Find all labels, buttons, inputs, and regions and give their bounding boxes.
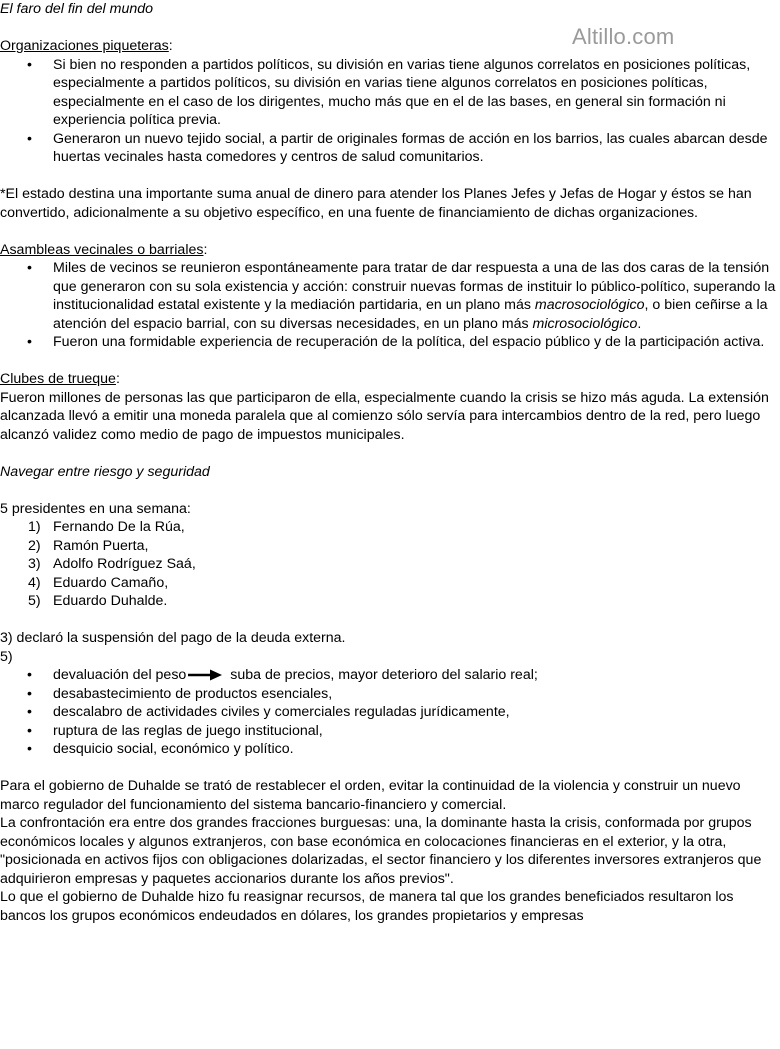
heading-asambleas-text: Asambleas vecinales o barriales bbox=[0, 241, 204, 258]
list-item: • descalabro de actividades civiles y comerciales reguladas jurídicamente, bbox=[0, 703, 780, 722]
note-5-label: 5) bbox=[0, 648, 13, 665]
list-item: • desabastecimiento de productos esenciales, bbox=[0, 685, 780, 704]
list-item: • Fueron una formidable experiencia de recuperación de la política, del espacio público y de la participación activa. bbox=[0, 333, 780, 352]
watermark-logo: Altillo.com bbox=[572, 24, 675, 49]
closing-paragraph: Para el gobierno de Duhalde se trató de restablecer el orden, evitar la continuidad de la violencia y construir un nuevo marco regulador del funcionamiento del sistema bancario-financiero y comercial. bbox=[0, 778, 741, 813]
asambleas-list bbox=[0, 259, 780, 352]
heading-piqueteras: Organizaciones piqueteras: bbox=[0, 38, 173, 54]
list-item: • ruptura de las reglas de juego institucional, bbox=[0, 722, 780, 741]
list-item: 3) Adolfo Rodríguez Saá, bbox=[28, 556, 196, 572]
presidents-list bbox=[0, 518, 780, 611]
list-item: 1) Fernando De la Rúa, bbox=[28, 519, 185, 535]
list-item: 4) Eduardo Camaño, bbox=[28, 574, 169, 591]
list-item: • Miles de vecinos se reunieron espontáneamente para tratar de dar respuesta a una de las dos caras de la tensión que generaron con su sola existencia y acción: construir nuevas formas de instituir lo público-político, superando la institucionalidad estatal existente y la mediación partidaria, en un plano más macrosociológico, o bien ceñirse a la atención del espacio barrial, con su diversas necesidades, en un plano más microsociológico. bbox=[0, 259, 780, 333]
arrow-right-icon bbox=[188, 669, 222, 681]
closing-paragraph: Lo que el gobierno de Duhalde hizo fu reasignar recursos, de manera tal que los grandes beneficiados resultaron los bancos los grupos económicos endeudados en dólares, los grandes propietarios y empresas bbox=[0, 889, 734, 924]
consequences-list bbox=[0, 666, 780, 759]
heading-trueque-text: Clubes de trueque bbox=[0, 371, 116, 387]
section-title-navegar: Navegar entre riesgo y seguridad bbox=[0, 463, 210, 480]
list-item: 2) Ramón Puerta, bbox=[28, 537, 149, 554]
heading-trueque: Clubes de trueque: bbox=[0, 371, 120, 387]
heading-asambleas: Asambleas vecinales o barriales: bbox=[0, 241, 208, 258]
piqueteras-list bbox=[0, 56, 780, 167]
term-micro: microsociológico bbox=[532, 315, 638, 332]
presidents-intro: 5 presidentes en una semana: bbox=[0, 500, 191, 517]
list-item: • Si bien no responden a partidos políticos, su división en varias tiene algunos correlatos en posiciones políticas, especialmente a partidos políticos, su división en varias tiene algunos correlatos en posiciones políticas, especialmente en el caso de los dirigentes, mucho más que en el de las bases, en general sin formación ni experiencia política previa. bbox=[0, 56, 780, 130]
term-macro: macrosociológico bbox=[534, 297, 645, 313]
closing-paragraph: La confrontación era entre dos grandes fracciones burguesas: una, la dominante hasta la crisis, conformada por grupos económicos locales y algunos extranjeros, con base económica en colocaciones financieras en el exterior, y la otra, "posicionada en activos fijos con obligaciones dolarizadas, el sector financiero y los diferentes inversores extranjeros que adquirieron empresas y paquetes accionarios durante los años previos". bbox=[0, 815, 762, 887]
heading-piqueteras-text: Organizaciones piqueteras bbox=[0, 38, 169, 54]
list-item: 5) Eduardo Duhalde. bbox=[28, 593, 168, 609]
note-estado: *El estado destina una importante suma anual de dinero para atender los Planes Jefes y Jefas de Hogar y éstos se han convertido, adicionalmente a su objetivo específico, en una fuente de financiamiento de dichas organizaciones. bbox=[0, 186, 752, 221]
list-item: • desquicio social, económico y político. bbox=[0, 740, 780, 759]
list-item: • devaluación del peso suba de precios, mayor deterioro del salario real; bbox=[0, 666, 780, 685]
section-title-faro: El faro del fin del mundo bbox=[0, 1, 154, 17]
note-3: 3) declaró la suspensión del pago de la deuda externa. bbox=[0, 630, 346, 646]
list-item: • Generaron un nuevo tejido social, a partir de originales formas de acción en los barrios, las cuales abarcan desde huertas vecinales hasta comedores y centros de salud comunitarios. bbox=[0, 130, 780, 167]
trueque-text: Fueron millones de personas las que participaron de ella, especialmente cuando la crisis se hizo más aguda. La extensión alcanzada llevó a emitir una moneda paralela que al comienzo sólo servía para intercambios dentro de la red, pero luego alcanzó validez como medio de pago de impuestos municipales. bbox=[0, 389, 769, 443]
